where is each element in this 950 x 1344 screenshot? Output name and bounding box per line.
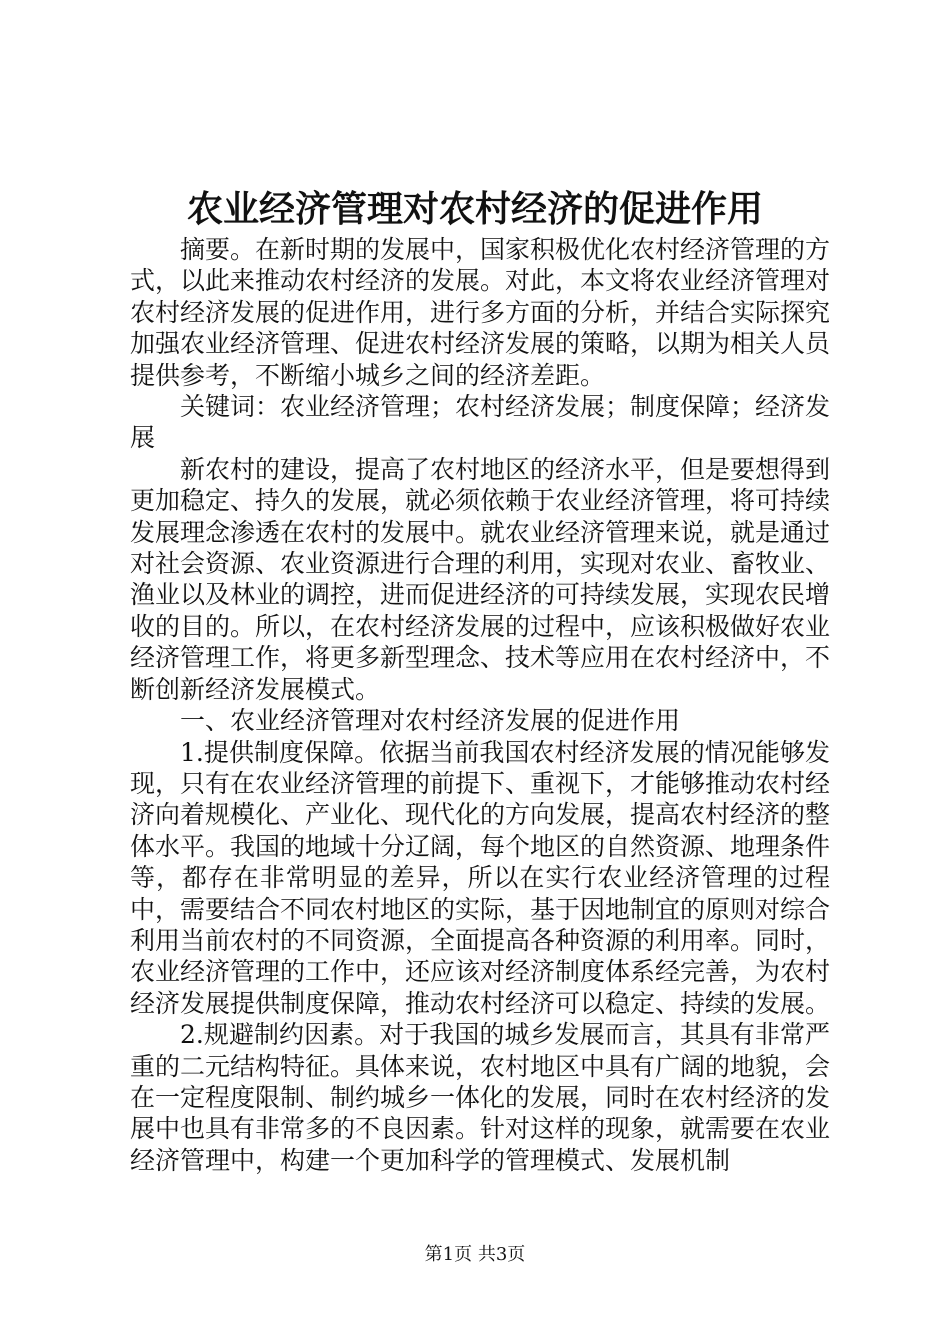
intro-paragraph: 新农村的建设，提高了农村地区的经济水平，但是要想得到更加稳定、持久的发展，就必须依赖于农业经济管理，将可持续发展理念渗透在农村的发展中。就农业经济管理来说，就是通过对社会资源、农业资源进行合理的利用，实现对农业、畜牧业、渔业以及林业的调控，进而促进经济的可持续发展，实现农民增收的目的。所以，在农村经济发展的过程中，应该积极做好农业经济管理工作，将更多新型理念、技术等应用在农村经济中，不断创新经济发展模式。	[130, 454, 831, 704]
point-2-paragraph: 2.规避制约因素。对于我国的城乡发展而言，其具有非常严重的二元结构特征。具体来说，农村地区中具有广阔的地貌，会在一定程度限制、制约城乡一体化的发展，同时在农村经济的发展中也具有非常多的不良因素。针对这样的现象，就需要在农业经济管理中，构建一个更加科学的管理模式、发展机制	[130, 1020, 831, 1175]
document-body	[130, 234, 830, 1176]
section-heading: 一、农业经济管理对农村经济发展的促进作用	[180, 706, 681, 736]
abstract-paragraph: 摘要。在新时期的发展中，国家积极优化农村经济管理的方式，以此来推动农村经济的发展。对此，本文将农业经济管理对农村经济发展的促进作用，进行多方面的分析，并结合实际探究加强农业经济管理、促进农村经济发展的策略，以期为相关人员提供参考，不断缩小城乡之间的经济差距。	[130, 235, 831, 390]
keywords-paragraph: 关键词：农业经济管理；农村经济发展；制度保障；经济发展	[130, 392, 831, 453]
point-1-paragraph: 1.提供制度保障。依据当前我国农村经济发展的情况能够发现，只有在农业经济管理的前提下、重视下，才能够推动农村经济向着规模化、产业化、现代化的方向发展，提高农村经济的整体水平。我国的地域十分辽阔，每个地区的自然资源、地理条件等，都存在非常明显的差异，所以在实行农业经济管理的过程中，需要结合不同农村地区的实际，基于因地制宜的原则对综合利用当前农村的不同资源，全面提高各种资源的利用率。同时，农业经济管理的工作中，还应该对经济制度体系经完善，为农村经济发展提供制度保障，推动农村经济可以稳定、持续的发展。	[130, 737, 831, 1018]
document-title: 农业经济管理对农村经济的促进作用	[186, 188, 763, 230]
page-footer: 第1页 共3页	[424, 1244, 526, 1265]
